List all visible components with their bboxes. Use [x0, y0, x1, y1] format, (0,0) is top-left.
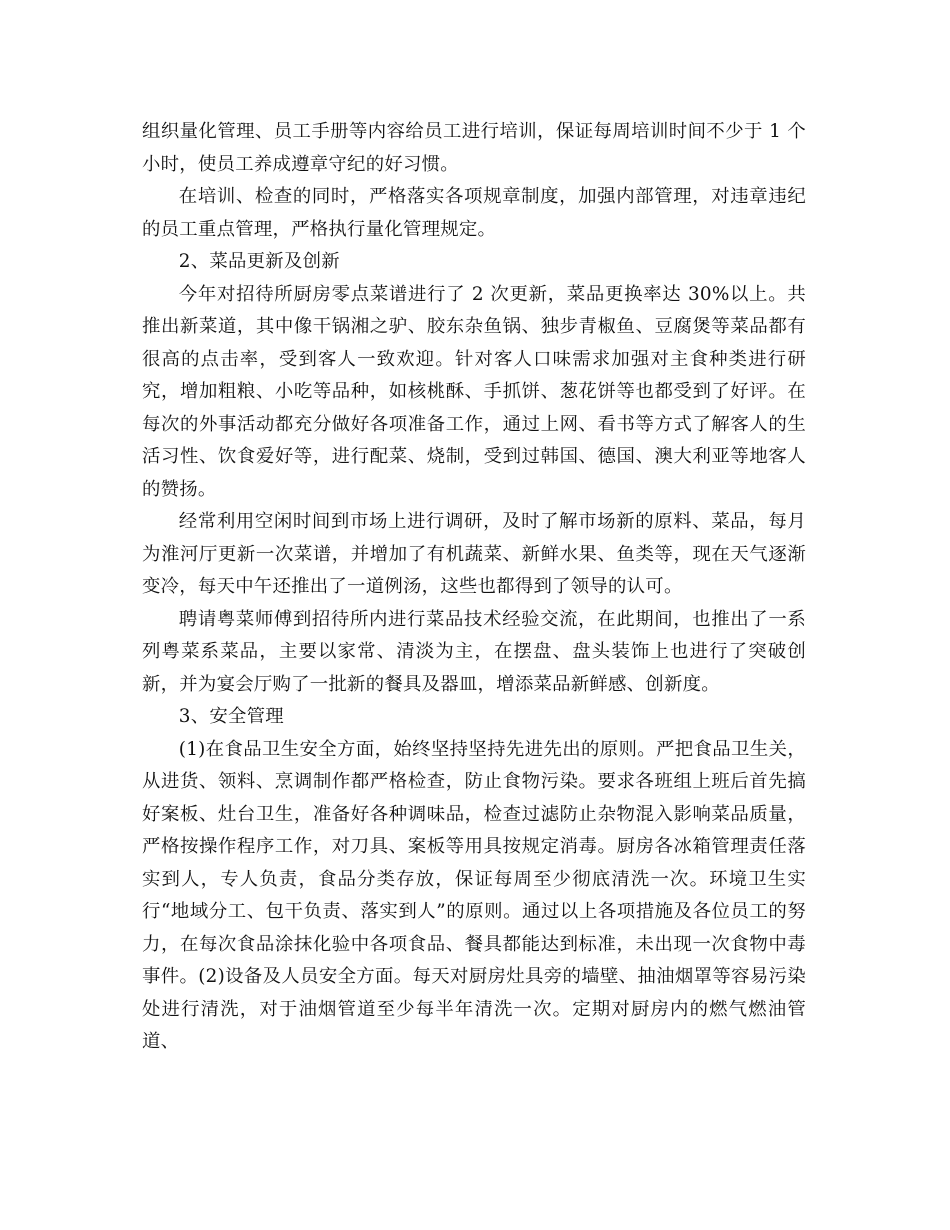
paragraph-menu-updates: 今年对招待所厨房零点菜谱进行了 2 次更新，菜品更换率达 30%以上。共推出新菜道，其中像干锅湘之驴、胶东杂鱼锅、独步青椒鱼、豆腐煲等菜品都有很高的点击率，受到客人一致欢迎。针对客人口味需求加强对主食种类进行研究，增加粗粮、小吃等品种，如核桃酥、手抓饼、葱花饼等也都受到了好评。在每次的外事活动都充分做好各项准备工作，通过上网、看书等方式了解客人的生活习性、饮食爱好等，进行配菜、烧制，受到过韩国、德国、澳大利亚等地客人的赞扬。 — [142, 283, 806, 500]
paragraph-training-intro: 组织量化管理、员工手册等内容给员工进行培训，保证每周培训时间不少于 1 个小时，使员工养成遵章守纪的好习惯。 — [142, 121, 806, 175]
paragraph-market-research: 经常利用空闲时间到市场上进行调研，及时了解市场新的原料、菜品，每月为淮河厅更新一次菜谱，并增加了有机蔬菜、新鲜水果、鱼类等，现在天气逐渐变冷，每天中午还推出了一道例汤，这些也都得到了领导的认可。 — [142, 511, 806, 597]
document-body — [142, 116, 806, 1059]
paragraph-cantonese-chef: 聘请粤菜师傅到招待所内进行菜品技术经验交流，在此期间，也推出了一系列粤菜系菜品，主要以家常、清淡为主，在摆盘、盘头装饰上也进行了突破创新，并为宴会厅购了一批新的餐具及器皿，增添菜品新鲜感、创新度。 — [142, 608, 806, 695]
section-heading-menu-innovation: 2、菜品更新及创新 — [178, 251, 340, 272]
paragraph-food-safety: (1)在食品卫生安全方面，始终坚持坚持先进先出的原则。严把食品卫生关，从进货、领料、烹调制作都严格检查，防止食物污染。要求各班组上班后首先搞好案板、灶台卫生，准备好各种调味品，检查过滤防止杂物混入影响菜品质量，严格按操作程序工作，对刀具、案板等用具按规定消毒。厨房各冰箱管理责任落实到人，专人负责，食品分类存放，保证每周至少彻底清洗一次。环境卫生实行“地域分工、包干负责、落实到人”的原则。通过以上各项措施及各位员工的努力，在每次食品涂抹化验中各项食品、餐具都能达到标准，未出现一次食物中毒事件。(2)设备及人员安全方面。每天对厨房灶具旁的墙壁、抽油烟罩等容易污染处进行清洗，对于油烟管道至少每半年清洗一次。定期对厨房内的燃气燃油管道、 — [142, 738, 806, 1052]
section-heading-safety-management: 3、安全管理 — [178, 706, 284, 727]
paragraph-rules-enforcement: 在培训、检查的同时，严格落实各项规章制度，加强内部管理，对违章违纪的员工重点管理，严格执行量化管理规定。 — [142, 186, 806, 240]
